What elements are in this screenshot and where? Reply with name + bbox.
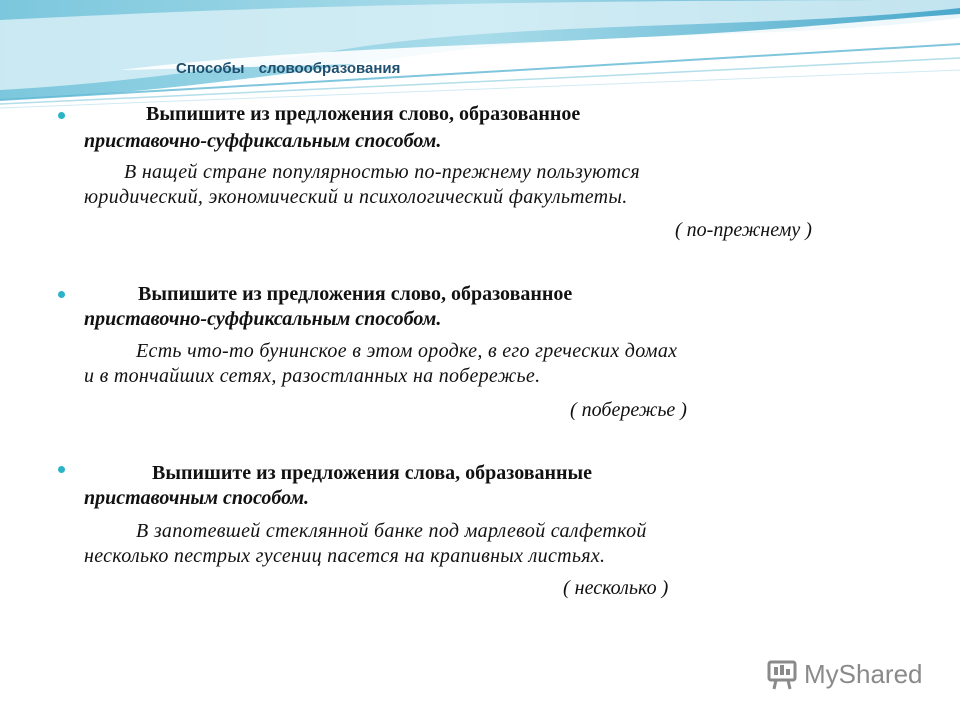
task-answer: ( несколько )	[563, 577, 669, 599]
task-instruction-line1: Выпишите из предложения слова, образованные	[152, 462, 593, 484]
task-instruction-line1: Выпишите из предложения слово, образованное	[138, 283, 573, 305]
watermark-text: MyShared	[804, 658, 923, 689]
task-instruction-line2: приставочно-суффиксальным способом.	[84, 130, 442, 152]
task-sentence-line1: В нащей стране популярностью по-прежнему пользуются	[124, 161, 641, 183]
myshared-watermark	[766, 656, 923, 692]
task-sentence-line2: и в тончайших сетях, разостланных на побережье.	[84, 365, 541, 387]
task-sentence-line1: Есть что-то бунинское в этом ородке, в его греческих домах	[136, 340, 678, 362]
task-sentence-line2: юридический, экономический и психологический факультеты.	[84, 186, 628, 208]
task-sentence-line1: В запотевшей стеклянной банке под марлевой салфеткой	[136, 520, 647, 542]
task-answer: ( по-прежнему )	[675, 219, 812, 241]
myshared-logo-icon	[766, 657, 798, 691]
bullet-icon	[58, 466, 65, 473]
slide-title: Способы словообразования	[176, 60, 401, 77]
bullet-icon	[58, 291, 65, 298]
task-answer: ( побережье )	[570, 399, 687, 421]
task-instruction-line2: приставочно-суффиксальным способом.	[84, 308, 442, 330]
task-instruction-line2: приставочным способом.	[84, 487, 310, 509]
task-instruction-line1: Выпишите из предложения слово, образованное	[146, 103, 581, 125]
bullet-icon	[58, 112, 65, 119]
task-sentence-line2: несколько пестрых гусениц пасется на крапивных листьях.	[84, 545, 606, 567]
